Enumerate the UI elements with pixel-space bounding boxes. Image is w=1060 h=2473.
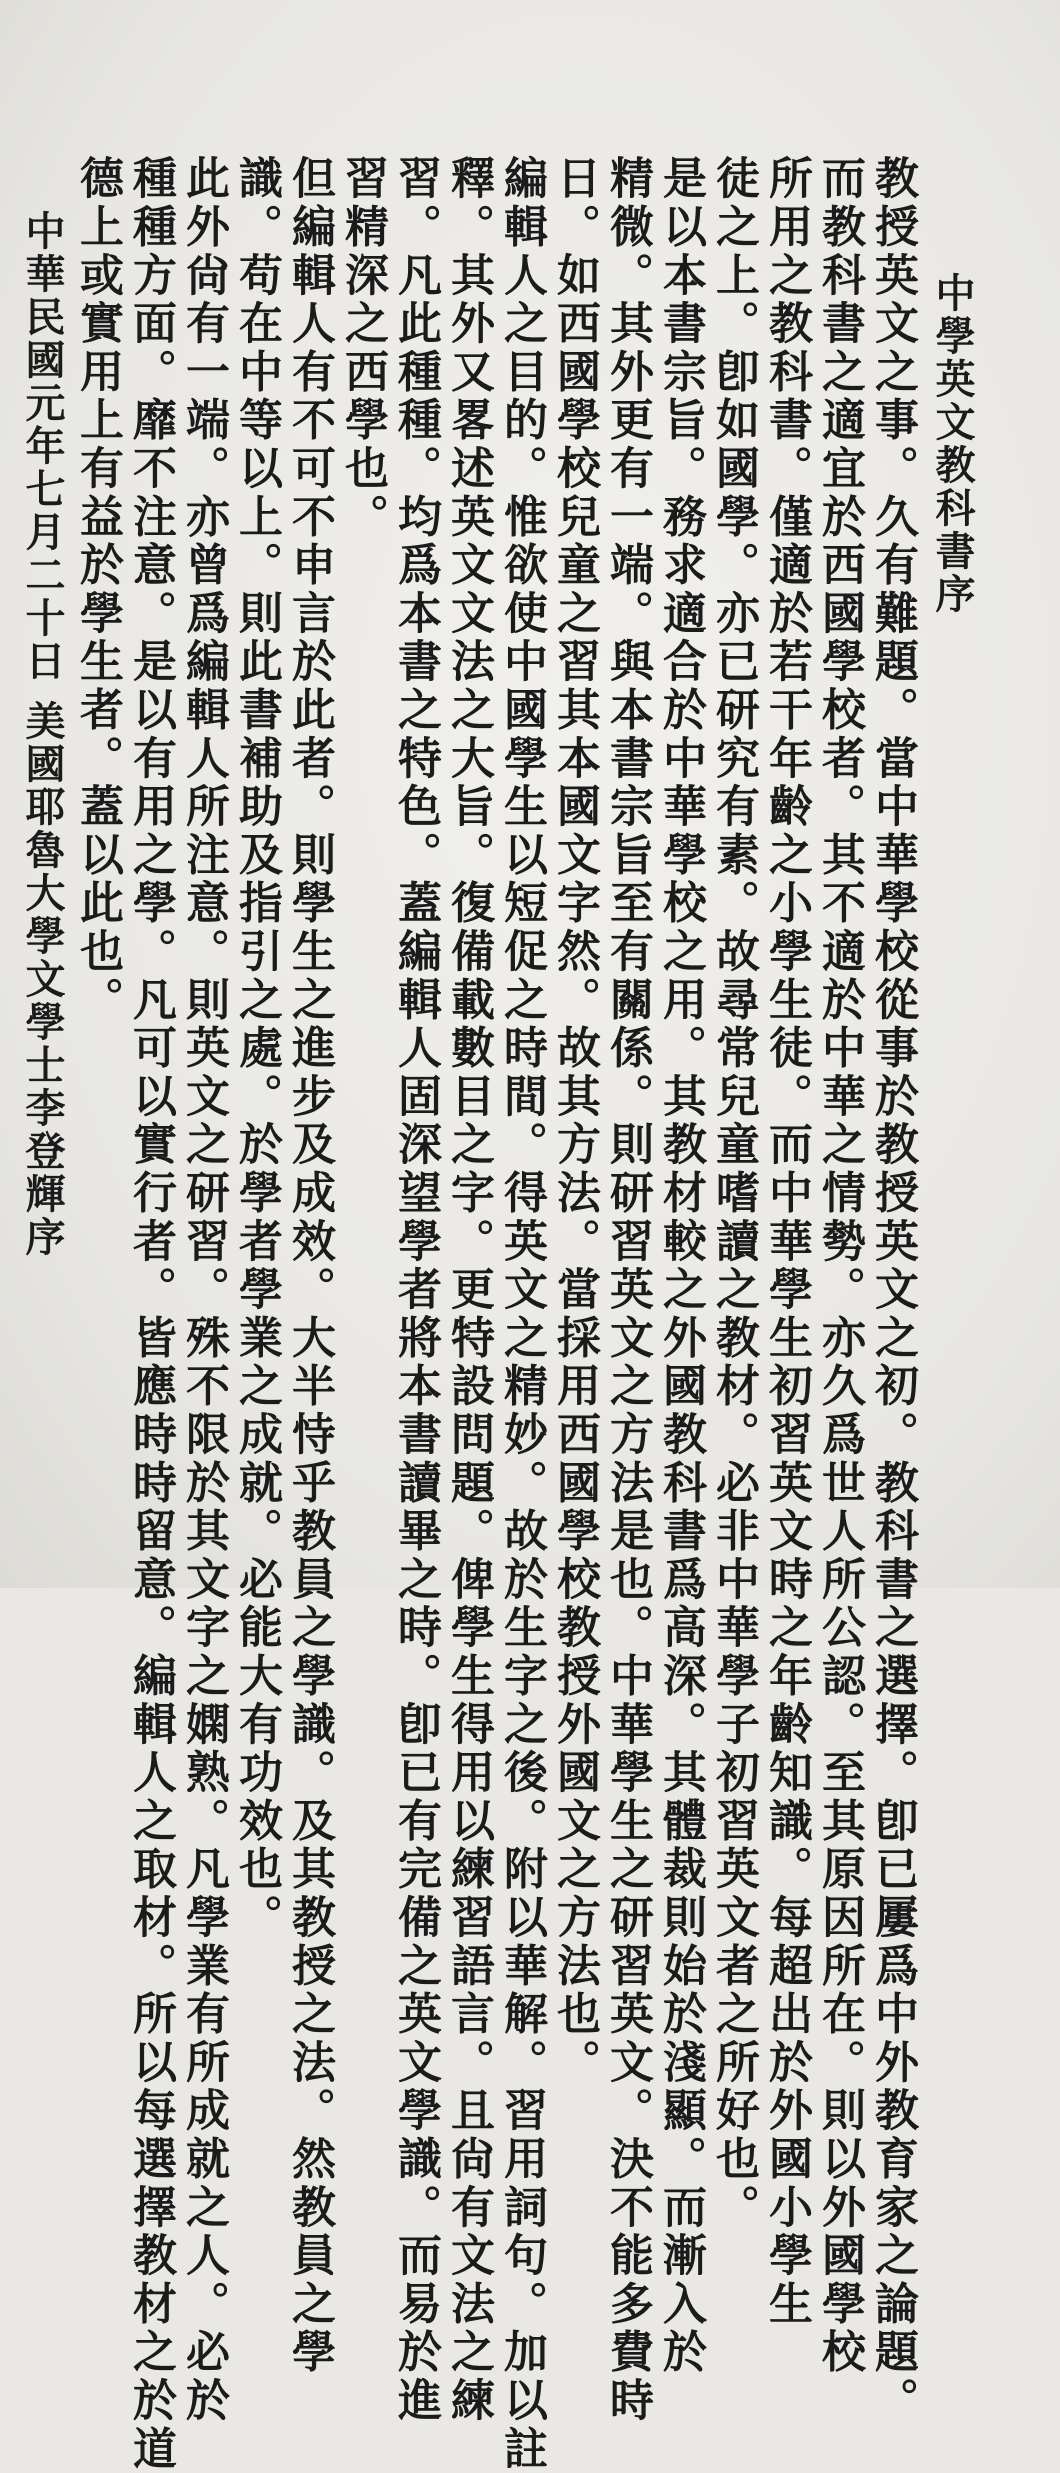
body-column-9: 釋。其外又畧述英文文法之大旨。復備載數目之字。更特設問題。俾學生得用以練習語言。且尙有文法之練: [443, 155, 494, 2426]
body-column-15: 種種方面。靡不注意。是以有用之學。凡可以實行者。皆應時時留意。編輯人之取材。所以每選擇教材之於道: [125, 155, 176, 2473]
body-column-6: 精微。其外更有一端。與本書宗旨至有關係。則研習英文之方法是也。中華學生之研習英文。決不能多費時: [602, 155, 653, 2426]
body-column-5: 是以本書宗旨。務求適合於中華學校之用。其教材較之外國教科書爲高深。其體裁則始於淺顯。而漸入於: [655, 155, 706, 2377]
signature-line: 美國耶魯大學文學士李登輝序: [19, 700, 66, 1259]
body-column-12: 但編輯人有不可不申言於此者。則學生之進步及成效。大半恃乎教員之學識。及其教授之法。然教員之學: [284, 155, 335, 2377]
body-column-8: 編輯人之目的。惟欲使中國學生以短促之時間。得英文之精妙。故於生字之後。附以華解。習用詞句。加以註: [496, 155, 547, 2473]
document-title: 中學英文教科書序: [929, 272, 976, 616]
body-column-1: 教授英文之事。久有難題。當中華學校從事於教授英文之初。教科書之選擇。卽已屢爲中外教育家之論題。: [867, 155, 918, 2426]
body-column-13: 識。苟在中等以上。則此書補助及指引之處。於學者學業之成就。必能大有功效也。: [231, 155, 282, 1943]
body-column-2: 而教科書之適宜於西國學校者。其不適於中華之情勢。亦久爲世人所公認。至其原因所在。則以外國學校: [814, 155, 865, 2377]
body-column-14: 此外尙有一端。亦曾爲編輯人所注意。則英文之研習。殊不限於其文字之嫻熟。凡學業有所成就之人。必於: [178, 155, 229, 2426]
body-column-10: 習。凡此種種。均爲本書之特色。蓋編輯人固深望學者將本書讀畢之時。卽已有完備之英文學識。而易於進: [390, 155, 441, 2426]
body-column-11: 習精深之西學也。: [337, 155, 388, 542]
date-line: 中華民國元年七月二十日: [19, 210, 66, 683]
body-column-16: 德上或實用上有益於學生者。蓋以此也。: [72, 155, 123, 1025]
body-column-7: 日。如西國學校兒童之習其本國文字然。故其方法。當採用西國學校教授外國文之方法也。: [549, 155, 600, 2087]
body-column-4: 徒之上。卽如國學。亦已研究有素。故尋常兒童嗜讀之教材。必非中華學子初習英文者之所好也。: [708, 155, 759, 2232]
body-column-3: 所用之教科書。僅適於若干年齡之小學生徒。而中華學生初習英文時之年齡知識。每超出於外國小學生: [761, 155, 812, 2329]
